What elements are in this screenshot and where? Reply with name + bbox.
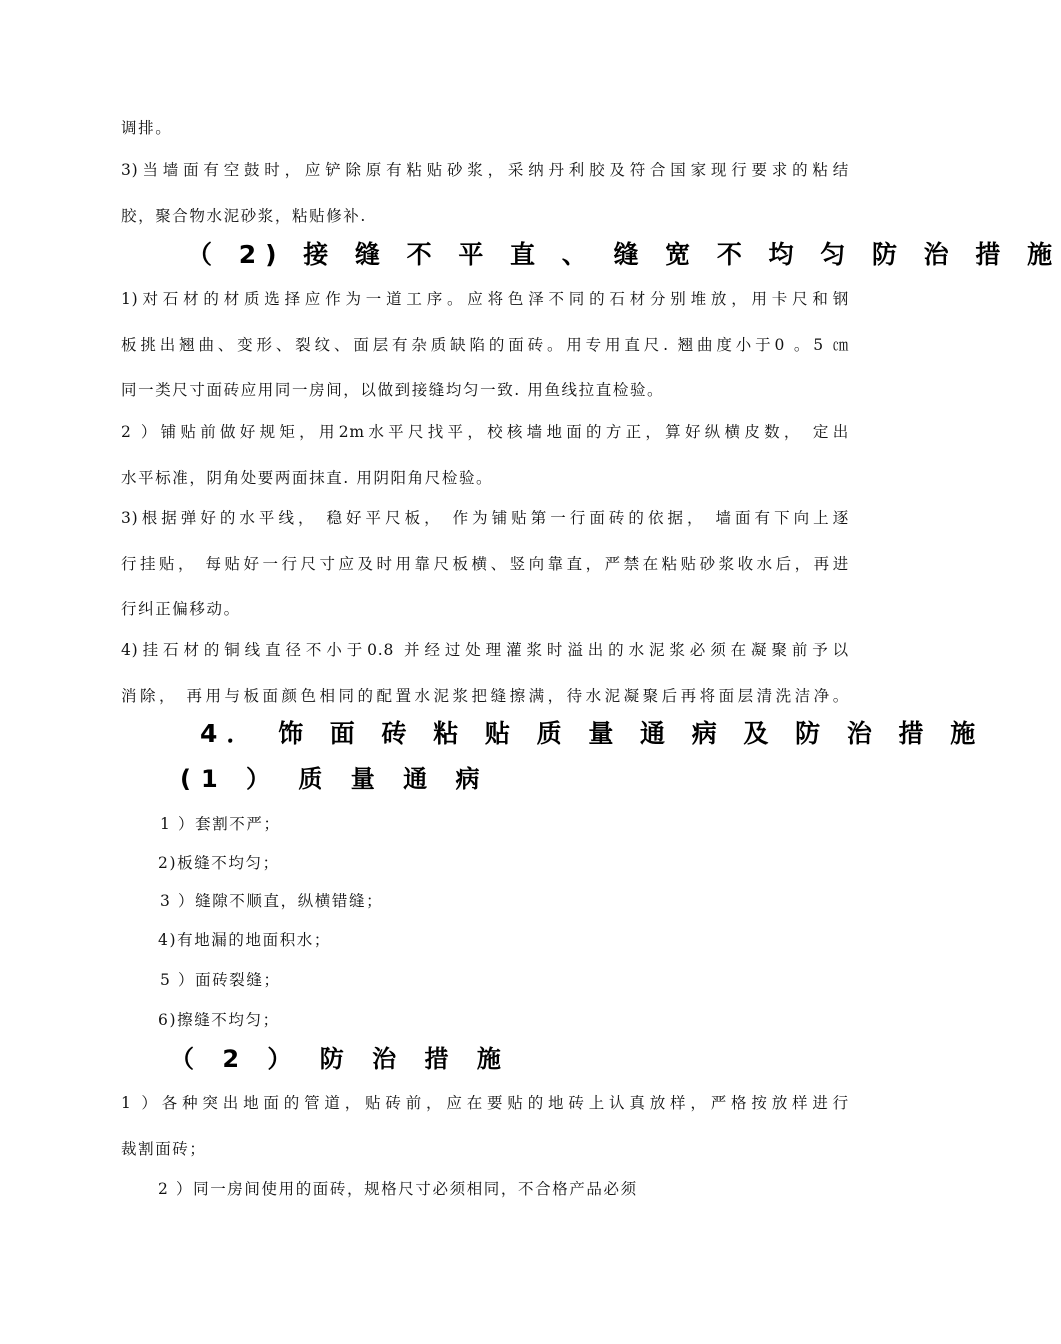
section-heading: （ 2) 接 缝 不 平 直 、 缝 宽 不 均 匀 防 治 措 施 [187, 240, 1061, 269]
list-item: 2)板缝不均匀； [158, 854, 280, 872]
list-item: 6)擦缝不均匀； [158, 1011, 280, 1029]
paragraph-line: 1 ）各种突出地面的管道，贴砖前，应在要贴的地砖上认真放样，严格按放样进行 [121, 1094, 849, 1112]
paragraph-line: 裁割面砖； [121, 1140, 207, 1158]
paragraph-line: 消除， 再用与板面颜色相同的配置水泥浆把缝擦满，待水泥凝聚后再将面层清洗洁净。 [121, 687, 849, 705]
list-item: 5 ）面砖裂缝； [160, 971, 281, 989]
paragraph-line: 2 ）同一房间使用的面砖，规格尺寸必须相同，不合格产品必须 [158, 1180, 638, 1198]
paragraph-line: 3)根据弹好的水平线， 稳好平尺板， 作为铺贴第一行面砖的依据， 墙面有下向上逐 [121, 509, 849, 527]
subsection-heading: （ 2 ） 防 治 措 施 [170, 1045, 511, 1073]
list-item: 1 ）套割不严； [160, 815, 281, 833]
paragraph-line: 1)对石材的材质选择应作为一道工序。应将色泽不同的石材分别堆放，用卡尺和钢 [121, 290, 849, 308]
paragraph-line: 胶，聚合物水泥砂浆，粘贴修补. [121, 207, 367, 225]
paragraph-line: 2 ）铺贴前做好规矩，用2m水平尺找平，校核墙地面的方正，算好纵横皮数， 定出 [121, 423, 849, 441]
paragraph-line: 同一类尺寸面砖应用同一房间，以做到接缝均匀一致. 用鱼线拉直检验。 [121, 381, 665, 399]
chapter-heading: 4． 饰 面 砖 粘 贴 质 量 通 病 及 防 治 措 施 [200, 719, 985, 748]
paragraph-line: 水平标准，阴角处要两面抹直. 用阴阳角尺检验。 [121, 469, 494, 487]
paragraph-line: 调排。 [121, 119, 173, 137]
paragraph-line: 行挂贴， 每贴好一行尺寸应及时用靠尺板横、竖向靠直，严禁在粘贴砂浆收水后，再进 [121, 555, 849, 573]
subsection-heading: (1 ） 质 量 通 病 [180, 765, 490, 793]
list-item: 4)有地漏的地面积水； [158, 931, 332, 949]
paragraph-line: 行纠正偏移动。 [121, 600, 241, 618]
paragraph-line: 板挑出翘曲、变形、裂纹、面层有杂质缺陷的面砖。用专用直尺. 翘曲度小于0 。5 ㎝ [121, 336, 849, 354]
list-item: 3 ）缝隙不顺直，纵横错缝； [160, 892, 384, 910]
paragraph-line: 4)挂石材的铜线直径不小于0.8 并经过处理灌浆时溢出的水泥浆必须在凝聚前予以 [121, 641, 849, 659]
paragraph-line: 3)当墙面有空鼓时，应铲除原有粘贴砂浆，采纳丹利胶及符合国家现行要求的粘结 [121, 161, 849, 179]
